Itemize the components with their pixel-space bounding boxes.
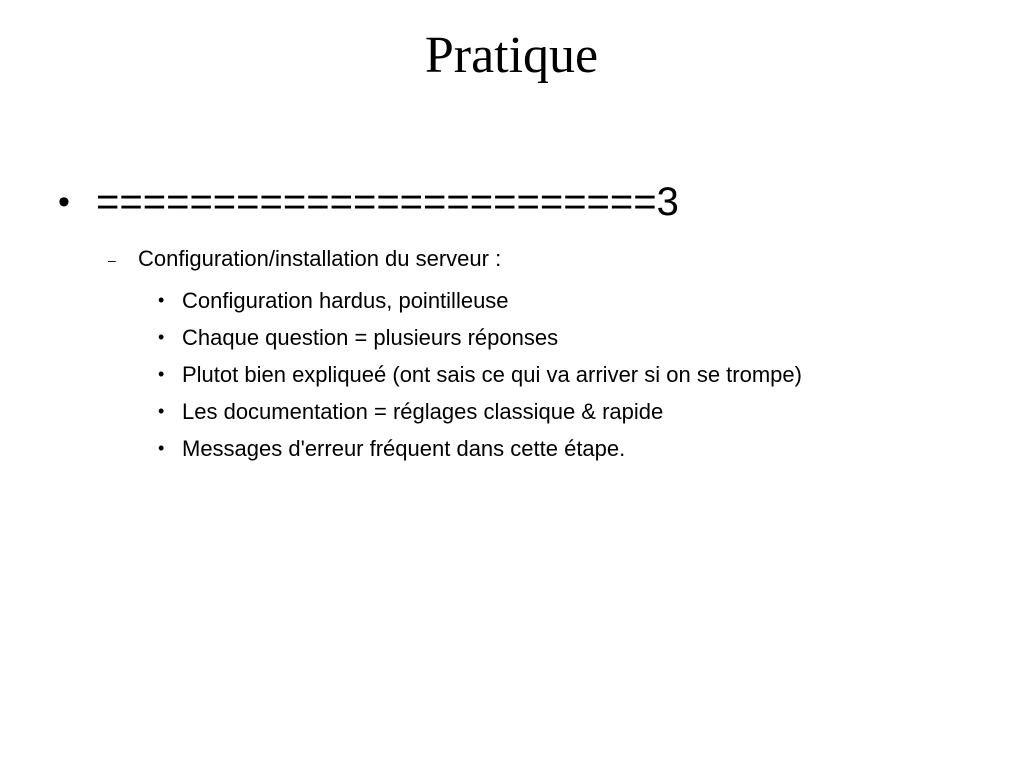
bullet-marker: • [58, 183, 70, 221]
level1-bullet [58, 176, 679, 228]
bullet-marker: • [158, 290, 165, 310]
bullet-marker: • [158, 401, 165, 421]
list-item-text: Plutot bien expliqueé (ont sais ce qui va arriver si on se trompe) [182, 362, 802, 387]
slide-title: Pratique [424, 27, 599, 84]
list-item [158, 393, 802, 430]
level3-list [158, 282, 802, 467]
level2-text: Configuration/installation du serveur : [138, 246, 502, 271]
level1-text: ========================3 [96, 180, 679, 224]
bullet-marker: • [158, 327, 165, 347]
list-item [158, 319, 802, 356]
list-item-text: Les documentation = réglages classique & rapide [182, 399, 664, 424]
bullet-marker: • [158, 438, 165, 458]
list-item [158, 430, 802, 467]
list-item-text: Configuration hardus, pointilleuse [182, 288, 509, 313]
bullet-marker: • [158, 364, 165, 384]
dash-marker: – [108, 252, 116, 269]
list-item-text: Messages d'erreur fréquent dans cette étape. [182, 436, 626, 461]
list-item-text: Chaque question = plusieurs réponses [182, 325, 559, 350]
list-item [158, 356, 802, 393]
list-item [158, 282, 802, 319]
level2-bullet [108, 243, 501, 276]
